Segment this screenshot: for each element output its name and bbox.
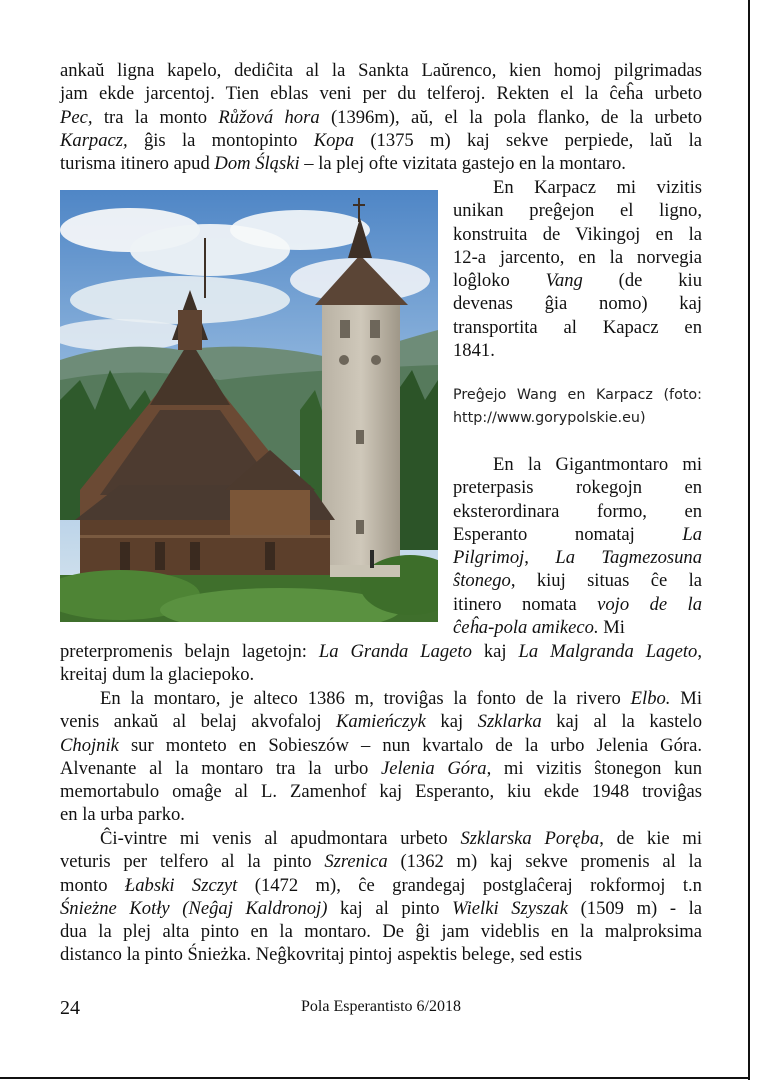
text-run: 12-a jarcento, en la norvegia: [453, 246, 702, 268]
text-run: kaj al la kastelo: [541, 711, 702, 733]
text-run: kreitaj dum la glaciepoko.: [60, 664, 255, 686]
text-line: [453, 500, 702, 523]
text-run: ankaŭ ligna kapelo, dediĉita al la Sankta Laŭrenco, kien homoj pilgrimadas: [60, 60, 702, 81]
text-run: (1362 m) kaj sekve promenis al la: [387, 851, 702, 873]
text-line: [60, 59, 702, 82]
page-border-right: [748, 0, 750, 1080]
text-run: ĝis la montopinto: [127, 129, 314, 151]
paragraph-winter: [60, 827, 702, 967]
text-run: Esperanto nomataj: [453, 523, 683, 545]
text-run: turisma itinero apud: [60, 153, 215, 175]
page-border-bottom: [0, 1077, 750, 1079]
paragraph-text: [60, 827, 702, 967]
italic-run: Vang: [545, 270, 583, 292]
text-line: [453, 199, 702, 222]
text-line: [60, 663, 702, 686]
text-line: [60, 897, 702, 920]
text-line: [453, 176, 702, 199]
text-run: (1509 m) - la: [568, 897, 703, 919]
text-run: eksterordinara formo, en: [453, 500, 702, 522]
text-run: konstruita de Vikingoj en la: [453, 223, 702, 245]
text-line: [453, 292, 702, 315]
text-run: – la plej ofte vizitata gastejo en la montaro.: [299, 153, 626, 175]
text-line: [60, 710, 702, 733]
text-line: [60, 874, 702, 897]
text-line: [60, 640, 702, 663]
italic-run: vojo de la: [597, 593, 703, 615]
text-run: devenas ĝia nomo) kaj: [453, 293, 702, 315]
text-run: tra la monto: [92, 106, 219, 128]
text-run: , de kie mi: [599, 828, 702, 849]
text-run: transportita al Kapacz en: [453, 316, 702, 338]
text-line: [60, 780, 702, 803]
text-line: [453, 523, 702, 546]
italic-run: La Granda Lageto: [318, 641, 472, 662]
text-run: distanco la pinto Śnieżka. Neĝkovritaj pintoj aspektis belege, sed estis: [60, 944, 583, 966]
photo-caption: [453, 384, 702, 430]
paragraph-text: [453, 453, 702, 639]
text-run: itinero nomata: [453, 593, 598, 615]
italic-run: Śnieżne Kotły (Neĝaj Kaldronoj): [60, 897, 328, 919]
text-line: [453, 269, 702, 292]
italic-run: Růžová hora: [218, 106, 320, 128]
top-paragraph: [60, 59, 702, 175]
text-line: [60, 803, 702, 826]
text-line: [453, 569, 702, 592]
wrap-paragraph-2: [453, 453, 702, 639]
text-line: [453, 223, 702, 246]
text-run: preterpromenis belajn lagetojn:: [60, 641, 319, 662]
text-line: [60, 943, 702, 966]
paragraph-text: [453, 176, 702, 362]
italic-run: Karpacz,: [60, 129, 128, 151]
journal-title: Pola Esperantisto 6/2018: [301, 998, 461, 1015]
church-photo: [60, 190, 438, 622]
text-run: memortabulo omaĝe al L. Zamenhof kaj Esperanto, kiu ekde 1948 troviĝas: [60, 781, 702, 803]
italic-run: Kopa: [313, 129, 355, 151]
text-line: [453, 476, 702, 499]
after-image-paragraph: [60, 640, 702, 687]
italic-run: Łabski Szczyt: [124, 874, 238, 896]
text-run: jam ekde jarcentoj. Tien eblas veni per du telferoj. Rekten el la ĉeĥa urbeto: [60, 83, 702, 105]
italic-run: La Tagmezosuna: [555, 547, 702, 569]
text-run: Ĉi-vintre mi venis al apudmontara urbeto: [100, 828, 461, 849]
text-line: [60, 850, 702, 873]
italic-run: Kamieńczyk: [336, 711, 426, 733]
text-line: [60, 687, 702, 710]
text-line: [453, 453, 702, 476]
text-run: 1841.: [453, 340, 495, 362]
text-run: (de kiu: [582, 270, 702, 292]
italic-run: ĉeĥa-pola amikeco.: [453, 617, 599, 639]
italic-run: ŝtonego: [453, 570, 511, 592]
text-run: sur monteto en Sobieszów – nun kvartalo de la urbo Jelenia Góra.: [118, 734, 702, 756]
italic-run: Szrenica: [324, 851, 388, 873]
italic-run: Elbo.: [630, 688, 671, 709]
text-line: [453, 616, 702, 639]
italic-run: La: [682, 523, 702, 545]
page-number: 24: [60, 997, 80, 1019]
text-run: preterpasis rokegojn en: [453, 477, 702, 499]
text-run: , kiuj situas ĉe la: [510, 570, 702, 592]
wrap-paragraph-1: [453, 176, 702, 362]
text-line: [60, 734, 702, 757]
text-line: [60, 106, 702, 129]
italic-run: Jelenia Góra: [380, 757, 487, 779]
text-run: En la Gigantmontaro mi: [493, 454, 702, 475]
text-run: Mi: [670, 688, 702, 709]
text-run: kaj: [425, 711, 478, 733]
text-line: [453, 339, 702, 362]
text-line: [453, 593, 702, 616]
text-run: dua la plej alta pinto en la montaro. De ĝi jam videblis en la malproksima: [60, 921, 702, 943]
text-run: Mi: [598, 617, 625, 639]
text-line: [60, 129, 702, 152]
text-line: [453, 546, 702, 569]
text-run: ,: [524, 547, 556, 569]
caption-line: Preĝejo Wang en Karpacz (foto:: [453, 387, 702, 403]
text-run: veturis per telfero al la pinto: [60, 851, 325, 873]
text-run: (1396m), aŭ, el la pola flanko, de la urbeto: [319, 106, 702, 128]
italic-run: Szklarka: [477, 711, 542, 733]
text-line: [60, 757, 702, 780]
text-line: [453, 246, 702, 269]
text-run: ,: [697, 641, 703, 662]
paragraph-text: [60, 59, 702, 175]
italic-run: Wielki Szyszak: [452, 897, 569, 919]
italic-run: Pilgrimoj: [453, 547, 525, 569]
italic-run: La Malgranda Lageto: [518, 641, 698, 662]
caption-line: http://www.gorypolskie.eu): [453, 410, 646, 426]
page-footer: [60, 997, 702, 1021]
text-line: [60, 920, 702, 943]
paragraph-elbe: [60, 687, 702, 827]
italic-run: Pec,: [60, 106, 93, 128]
text-run: en la urba parko.: [60, 804, 185, 826]
text-line: [60, 827, 702, 850]
text-run: kaj al pinto: [327, 897, 453, 919]
text-run: En Karpacz mi vizitis: [493, 177, 702, 198]
text-line: [60, 152, 702, 175]
text-line: [60, 82, 702, 105]
paragraph-text: [60, 687, 702, 827]
text-run: Alvenante al la montaro tra la urbo: [60, 757, 381, 779]
text-run: venis ankaŭ al belaj akvofaloj: [60, 711, 337, 733]
text-run: , mi vizitis ŝtonegon kun: [486, 757, 702, 779]
text-run: monto: [60, 874, 125, 896]
text-run: (1375 m) kaj sekve perpiede, laŭ la: [354, 129, 702, 151]
text-run: loĝloko: [453, 270, 546, 292]
paragraph-text: [60, 640, 702, 687]
italic-run: Dom Śląski: [214, 153, 300, 175]
text-run: kaj: [471, 641, 519, 662]
text-run: (1472 m), ĉe grandegaj postglaĉeraj rokformoj t.n: [237, 874, 702, 896]
italic-run: Szklarska Poręba: [460, 828, 600, 849]
text-line: [453, 316, 702, 339]
italic-run: Chojnik: [60, 734, 119, 756]
text-run: unikan preĝejon el ligno,: [453, 200, 702, 222]
text-run: En la montaro, je alteco 1386 m, troviĝas la fonto de la rivero: [100, 688, 631, 709]
